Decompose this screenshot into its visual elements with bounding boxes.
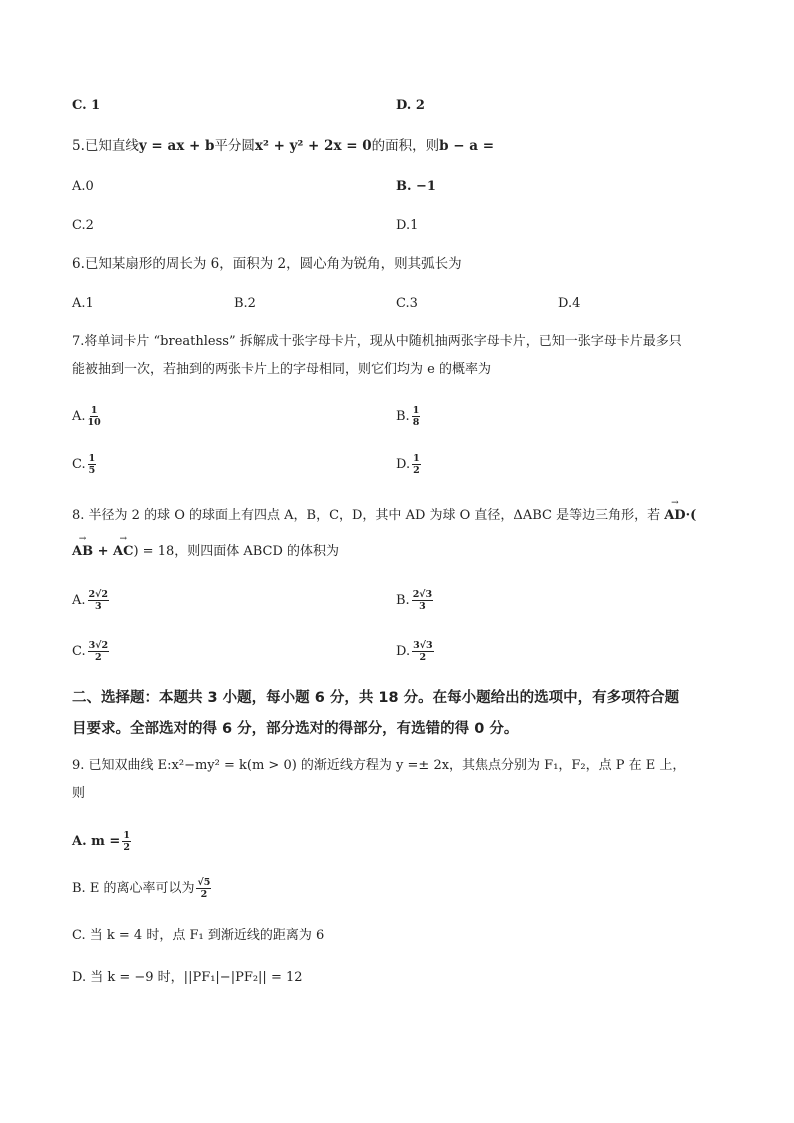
q9-stem-line1: 9. 已知双曲线 E:x²−my² = k(m > 0) 的渐近线方程为 y =± 2x，其焦点分别为 F₁，F₂，点 P 在 E 上， (72, 758, 686, 773)
fraction-numerator: 1 (123, 830, 130, 841)
fraction-numerator: 1 (88, 453, 96, 464)
q7-option-c-fraction (88, 453, 97, 476)
q7-option-b (396, 405, 420, 428)
q7-option-a (72, 405, 101, 428)
q8-stem-line2 (72, 542, 339, 562)
q9-option-b (72, 877, 211, 900)
q8-option-c-label: C. (72, 644, 86, 659)
q4-option-d (396, 96, 425, 116)
q5-stem-mid2: 的面积，则 (371, 138, 440, 154)
q5-option-c: C.2 (72, 218, 94, 233)
q9-option-b-label: B. E 的离心率可以为 (72, 881, 195, 896)
q6-option-b: B.2 (234, 296, 256, 311)
q8-option-a-fraction (88, 589, 109, 612)
q8-option-b-label: B. (396, 593, 410, 608)
q8-vector-ad: → AD (664, 506, 685, 526)
q7-option-a-fraction (88, 405, 101, 428)
q5-stem-prefix: 5.已知直线 (72, 138, 139, 154)
section2-heading-line1: 二、选择题：本题共 3 小题，每小题 6 分，共 18 分。在每小题给出的选项中，有多项符合题 (72, 690, 680, 706)
q6-stem: 6.已知某扇形的周长为 6，面积为 2，圆心角为锐角，则其弧长为 (72, 256, 462, 272)
q9-option-b-fraction (196, 877, 211, 900)
q4-option-c (72, 96, 100, 116)
q7-option-c-label: C. (72, 457, 86, 472)
q8-stem-dot: ·( (685, 508, 697, 523)
q8-vector-ac: → AC (113, 542, 133, 562)
q5-stem-math3: b − a = (439, 138, 495, 154)
q7-option-a-label: A. (72, 409, 86, 424)
q8-plus: + (93, 544, 114, 559)
fraction-denominator: 8 (412, 417, 420, 428)
fraction-numerator: 1 (90, 405, 98, 416)
fraction-numerator: 2√2 (88, 589, 108, 600)
q8-stem-line1 (72, 506, 696, 526)
q5-stem-math1: y = ax + b (138, 138, 215, 154)
q7-option-d (396, 453, 421, 476)
q5-option-b (396, 177, 436, 197)
q6-option-d: D.4 (558, 296, 581, 311)
q5-stem-math2: x² + y² + 2x = 0 (254, 138, 372, 154)
fraction-denominator: 2 (123, 842, 130, 853)
fraction-denominator: 10 (87, 417, 101, 428)
q8-vector-ab: → AB (72, 542, 93, 562)
q8-stem-suffix: ) = 18，则四面体 ABCD 的体积为 (133, 544, 340, 559)
q5-option-b-text: B. −1 (396, 179, 436, 194)
fraction-denominator: 2 (200, 889, 208, 900)
section2-heading-line2: 目要求。全部选对的得 6 分，部分选对的得部分，有选错的得 0 分。 (72, 721, 519, 737)
q7-stem-line2: 能被抽到一次，若抽到的两张卡片上的字母相同，则它们均为 e 的概率为 (72, 362, 491, 377)
q4-option-c-text: C. 1 (72, 98, 101, 113)
q9-option-d: D. 当 k = −9 时，||PF₁|−|PF₂|| = 12 (72, 970, 303, 985)
fraction-denominator: 2 (95, 652, 102, 663)
q4-option-d-text: D. 2 (396, 98, 425, 113)
fraction-numerator: 3√2 (88, 640, 109, 651)
q7-option-d-label: D. (396, 457, 411, 472)
q9-option-a (72, 830, 131, 853)
q8-option-b (396, 589, 433, 612)
fraction-denominator: 5 (88, 465, 96, 476)
fraction-numerator: 1 (412, 405, 420, 416)
q9-option-c: C. 当 k = 4 时，点 F₁ 到渐近线的距离为 6 (72, 928, 325, 943)
q7-stem-line1: 7.将单词卡片 “breathless” 拆解成十张字母卡片，现从中随机抽两张字母卡片，已知一张字母卡片最多只 (72, 334, 682, 349)
q5-option-d: D.1 (396, 218, 419, 233)
fraction-numerator: 1 (413, 453, 420, 464)
q8-stem-prefix: 8. 半径为 2 的球 O 的球面上有四点 A，B，C，D，其中 AD 为球 O 直径，ΔABC 是等边三角形，若 (72, 508, 665, 523)
q9-stem-line2: 则 (72, 786, 86, 801)
q5-stem-mid: 平分圆 (214, 138, 255, 154)
fraction-denominator: 2 (419, 652, 427, 663)
q9-option-a-label: A. m = (72, 834, 121, 849)
q6-option-a: A.1 (72, 296, 94, 311)
q8-option-c-fraction (88, 640, 109, 663)
fraction-denominator: 3 (419, 601, 426, 612)
q7-option-d-fraction (412, 453, 421, 476)
q7-option-b-fraction (412, 405, 421, 428)
fraction-denominator: 3 (94, 601, 102, 612)
q8-option-a (72, 589, 109, 612)
fraction-numerator: √5 (197, 877, 211, 888)
q8-option-d-fraction (412, 640, 433, 663)
q8-option-d (396, 640, 434, 663)
q8-option-c (72, 640, 109, 663)
fraction-denominator: 2 (413, 465, 420, 476)
fraction-numerator: 2√3 (412, 589, 433, 600)
fraction-numerator: 3√3 (413, 640, 433, 651)
q8-option-a-label: A. (72, 593, 86, 608)
q7-option-b-label: B. (396, 409, 410, 424)
q8-option-b-fraction (412, 589, 433, 612)
q8-option-d-label: D. (396, 644, 411, 659)
q5-stem (72, 136, 494, 156)
q5-option-a: A.0 (72, 179, 94, 194)
q6-option-c: C.3 (396, 296, 418, 311)
q9-option-a-fraction (122, 830, 131, 853)
q7-option-c (72, 453, 96, 476)
